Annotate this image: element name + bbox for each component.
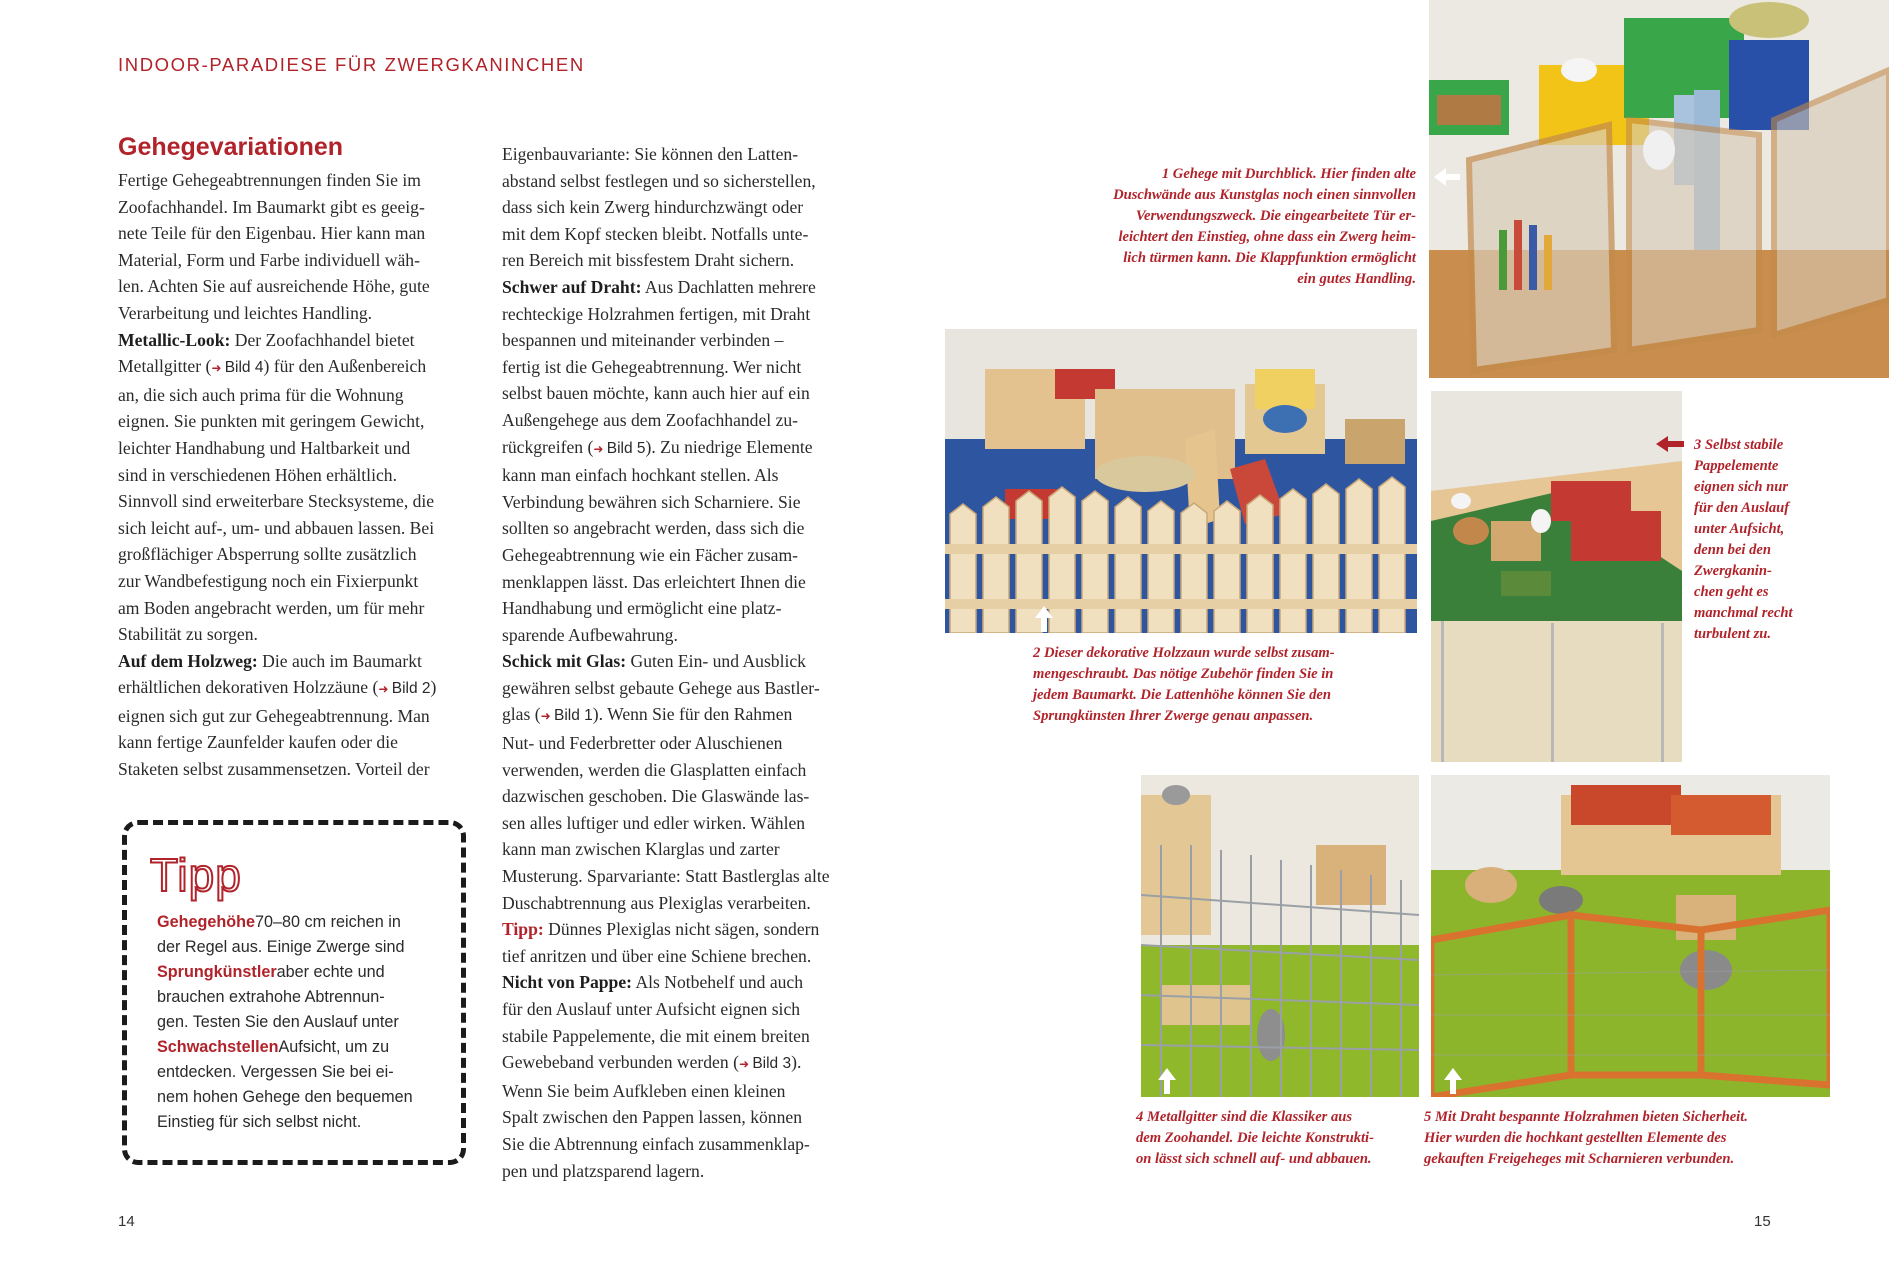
text-run: rückgreifen ( — [502, 436, 594, 457]
figure-reference — [739, 1055, 791, 1072]
text-run: Dünnes Plexiglas nicht sägen, sondern — [543, 919, 820, 940]
text-line — [502, 757, 862, 784]
arrow-right-icon: ➜ — [540, 709, 554, 724]
text-run: Handhabung und ermöglicht eine platz- — [502, 598, 782, 619]
text-line — [502, 380, 862, 407]
text-run: Musterung. Sparvariante: Statt Bastlerglas alte — [502, 866, 830, 887]
caption-line: Pappelemente — [1694, 458, 1779, 474]
tip-title: Tipp — [150, 849, 242, 901]
text-run: Guten Ein- und Ausblick — [626, 651, 806, 672]
text-run: Aus Dachlatten mehrere — [641, 276, 816, 297]
text-run: Sie die Abtrennung einfach zusammenklap- — [502, 1133, 810, 1154]
text-run: Staketen selbst zusammensetzen. Vorteil der — [118, 759, 430, 780]
caption-line: chen geht es — [1694, 584, 1769, 600]
text-run: eignen. Sie punkten mit geringem Gewicht, — [118, 411, 425, 432]
text-line — [502, 1078, 862, 1105]
caption-line: für den Auslauf — [1694, 500, 1790, 516]
text-run: sich leicht auf-, um- und abbauen lassen. Bei — [118, 517, 435, 538]
caption-4 — [1136, 1107, 1374, 1170]
photo-wire-frames — [1431, 775, 1830, 1097]
text-line — [502, 407, 862, 434]
caption-line: Hier wurden die hochkant gestellten Elemente des — [1424, 1130, 1727, 1146]
text-run: ) für den Außenbereich — [263, 356, 427, 377]
text-run: Sinnvoll sind erweiterbare Stecksysteme, die — [118, 491, 435, 512]
caption-line: denn bei den — [1694, 542, 1772, 558]
arrow-right-icon: ➜ — [211, 361, 225, 376]
text-line — [502, 569, 862, 596]
text-run: erhältlichen dekorativen Holzzäune ( — [118, 677, 379, 698]
text-run: menklappen lässt. Das erleichtert Ihnen die — [502, 571, 806, 592]
arrow-right-icon: ➜ — [738, 1057, 753, 1072]
tip-line — [157, 960, 413, 985]
caption-3 — [1694, 435, 1793, 645]
text-run: dass sich kein Zwerg hindurchzwängt oder — [502, 197, 804, 218]
text-run: sollten so angebracht werden, dass sich die — [502, 518, 805, 539]
tip-line — [157, 1085, 413, 1110]
text-line — [118, 382, 478, 409]
text-run: Einstieg für sich selbst nicht. — [157, 1113, 362, 1131]
text-run: Verarbeitung und leichtes Handling. — [118, 302, 373, 323]
caption-line: Zwergkanin- — [1694, 563, 1772, 579]
text-line — [118, 488, 478, 515]
text-line — [502, 730, 862, 757]
text-run: Nut- und Federbretter oder Aluschienen — [502, 733, 783, 754]
text-run: gewähren selbst gebaute Gehege aus Bastler- — [502, 677, 820, 698]
text-run: Material, Form und Farbe individuell wäh- — [118, 249, 420, 270]
caption-line: jedem Baumarkt. Die Lattenhöhe können Sie den — [1033, 687, 1331, 703]
text-run: Spalt zwischen den Pappen lassen, können — [502, 1107, 803, 1128]
text-line — [118, 300, 478, 327]
text-line — [502, 194, 862, 221]
text-line — [502, 221, 862, 248]
tip-line — [157, 935, 413, 960]
text-line — [502, 701, 862, 730]
text-line — [118, 353, 478, 382]
text-line — [502, 515, 862, 542]
text-line — [118, 648, 478, 675]
text-line — [502, 996, 862, 1023]
text-run: Gewebeband verbunden werden ( — [502, 1052, 739, 1073]
text-run: dazwischen geschoben. Die Glaswände las- — [502, 786, 810, 807]
text-run: reichen in — [330, 913, 401, 931]
text-line — [502, 1023, 862, 1050]
text-run: kann man zwischen Klarglas und zarter — [502, 839, 780, 860]
text-line — [502, 969, 862, 996]
caption-line: 1 Gehege mit Durchblick. Hier finden alte — [1161, 166, 1416, 182]
tip-line — [157, 1035, 413, 1060]
text-run: sen alles luftiger und edler wirken. Wählen — [502, 812, 806, 833]
text-run: Als Notbehelf und auch — [632, 972, 804, 993]
figure-reference-label: Bild 1 — [554, 707, 593, 725]
text-run: ). Wenn Sie für den Rahmen — [592, 704, 793, 725]
bold-lead: Schwer auf Draht: — [502, 276, 642, 297]
photo-metal-grid — [1141, 775, 1419, 1097]
caption-line: on lässt sich schnell auf- und abbauen. — [1136, 1151, 1372, 1167]
caption-line: eignen sich nur — [1694, 479, 1789, 495]
text-line — [502, 648, 862, 675]
text-run: leichter Handhabung und Haltbarkeit und — [118, 437, 411, 458]
caption-line: Verwendungszweck. Die eingearbeitete Tür er- — [1135, 208, 1416, 224]
text-run: bespannen und miteinander verbinden – — [502, 330, 784, 351]
text-line — [118, 273, 478, 300]
photo-cardboard-elements — [1431, 391, 1682, 762]
tip-line — [157, 1060, 413, 1085]
text-run: mit dem Kopf stecken bleibt. Notfalls unte- — [502, 223, 809, 244]
caption-line: turbulent zu. — [1694, 626, 1772, 642]
text-run: 70–80 cm — [255, 913, 331, 931]
text-run: sind in verschiedenen Höhen erhältlich. — [118, 464, 397, 485]
caption-1 — [1060, 164, 1416, 290]
text-run: der Regel aus. Einige Zwerge sind — [157, 938, 405, 956]
text-run: Gehegeabtrennung wie ein Fächer zusam- — [502, 544, 799, 565]
text-line — [118, 541, 478, 568]
text-line — [502, 434, 862, 463]
text-run: nete Teile für den Eigenbau. Hier kann man — [118, 223, 426, 244]
caption-line: leichtert den Einstieg, ohne dass ein Zwerg heim- — [1118, 229, 1416, 245]
text-line — [502, 863, 862, 890]
figure-reference — [593, 440, 645, 457]
text-line — [502, 168, 862, 195]
text-run: Aufsicht, um — [278, 1038, 373, 1056]
caption-line: gekauften Freigeheges mit Scharnieren verbunden. — [1424, 1151, 1735, 1167]
arrow-up-icon — [1444, 1068, 1462, 1094]
text-line — [502, 462, 862, 489]
text-run: für den Auslauf unter Aufsicht eignen sich — [502, 999, 801, 1019]
tip-line — [157, 910, 413, 935]
tip-line — [157, 985, 413, 1010]
text-run: eignen sich gut zur Gehegeabtrennung. Man — [118, 705, 430, 726]
text-line — [502, 1049, 862, 1078]
figure-reference — [378, 680, 430, 697]
text-line — [118, 194, 478, 221]
text-run: ) — [430, 677, 437, 698]
text-run: zur Wandbefestigung noch ein Fixierpunkt — [118, 570, 419, 591]
page-number-right: 15 — [1754, 1213, 1771, 1230]
text-line — [502, 675, 862, 702]
text-run: Außengehege aus dem Zoofachhandel zu- — [502, 409, 799, 430]
text-run: zu — [372, 1038, 390, 1056]
figure-reference-label: Bild 4 — [224, 359, 264, 377]
arrow-up-icon — [1158, 1068, 1176, 1094]
text-run: und — [357, 963, 385, 981]
text-run: abstand selbst festlegen und so sicherstellen, — [502, 170, 816, 191]
text-line — [502, 301, 862, 328]
figure-reference — [541, 707, 593, 724]
caption-line: 4 Metallgitter sind die Klassiker aus — [1136, 1109, 1353, 1125]
text-run: glas ( — [502, 704, 541, 725]
caption-line: unter Aufsicht, — [1694, 521, 1785, 537]
text-line — [502, 916, 862, 943]
text-line — [502, 890, 862, 917]
text-line — [118, 220, 478, 247]
text-run: Verbindung bewähren sich Scharniere. Sie — [502, 491, 801, 512]
arrow-left-icon — [1434, 168, 1460, 186]
text-run: pen und platzsparend lagern. — [502, 1160, 705, 1181]
text-line — [118, 462, 478, 489]
text-run: brauchen extrahohe Abtrennun- — [157, 988, 385, 1006]
caption-line: mengeschraubt. Das nötige Zubehör finden Sie in — [1033, 666, 1334, 682]
text-line — [502, 489, 862, 516]
page-number-left: 14 — [118, 1213, 135, 1230]
text-line — [118, 247, 478, 274]
text-line — [502, 327, 862, 354]
tip-line — [157, 1010, 413, 1035]
text-column-1 — [118, 167, 478, 783]
figure-reference-label: Bild 3 — [752, 1055, 792, 1073]
caption-line: manchmal recht — [1694, 605, 1793, 621]
figure-reference-label: Bild 2 — [391, 680, 431, 698]
text-line — [118, 621, 478, 648]
text-run: stabile Pappelemente, die mit einem breiten — [502, 1025, 810, 1046]
text-run: am Boden angebracht werden, um für mehr — [118, 597, 425, 618]
text-line — [118, 327, 478, 354]
arrow-up-icon — [1035, 606, 1053, 632]
text-line — [502, 247, 862, 274]
caption-line: lich türmen kann. Die Klappfunktion ermöglicht — [1123, 250, 1416, 266]
text-line — [118, 674, 478, 703]
bold-lead: Schick mit Glas: — [502, 651, 627, 672]
text-line — [502, 836, 862, 863]
text-line — [502, 1104, 862, 1131]
text-line — [502, 274, 862, 301]
text-line — [502, 1158, 862, 1185]
text-run: fertig ist die Gehegeabtrennung. Wer nicht — [502, 356, 802, 377]
text-run: Stabilität zu sorgen. — [118, 624, 258, 645]
photo-wooden-fence — [945, 329, 1417, 633]
text-run: kann man einfach hochkant stellen. Als — [502, 465, 779, 486]
text-run: großflächiger Absperrung sollte zusätzlich — [118, 544, 417, 565]
highlight: Tipp: — [502, 919, 544, 940]
highlight: Schwachstellen — [157, 1038, 279, 1056]
caption-2 — [1033, 643, 1335, 727]
photo-glass-enclosure — [1429, 0, 1889, 378]
text-line — [118, 408, 478, 435]
arrow-left-icon — [1656, 436, 1684, 452]
caption-line: Duschwände aus Kunstglas noch einen sinnvollen — [1113, 187, 1416, 203]
text-run: verwenden, werden die Glasplatten einfach — [502, 759, 807, 780]
text-line — [502, 810, 862, 837]
caption-5 — [1424, 1107, 1748, 1170]
text-run: Metallgitter ( — [118, 356, 212, 377]
arrow-right-icon: ➜ — [378, 682, 392, 697]
section-title: Gehegevariationen — [118, 133, 344, 161]
text-run: Fertige Gehegeabtrennungen finden Sie im — [118, 170, 421, 190]
bold-lead: Auf dem Holzweg: — [118, 650, 258, 671]
text-run: ren Bereich mit bissfestem Draht sichern. — [502, 250, 795, 271]
text-column-2 — [502, 141, 862, 1184]
text-line — [118, 167, 478, 194]
text-run: aber echte — [276, 963, 358, 981]
arrow-right-icon: ➜ — [593, 441, 607, 456]
text-run: sparende Aufbewahrung. — [502, 624, 678, 645]
caption-line: dem Zoohandel. Die leichte Konstrukti- — [1136, 1130, 1374, 1146]
caption-line: 2 Dieser dekorative Holzzaun wurde selbst zusam- — [1033, 645, 1335, 661]
text-run: kann fertige Zaunfelder kaufen oder die — [118, 732, 398, 753]
text-run: nem hohen Gehege den bequemen — [157, 1088, 413, 1106]
text-run: Eigenbauvariante: Sie können den Latten- — [502, 144, 799, 164]
text-run: an, die sich auch prima für die Wohnung — [118, 384, 404, 405]
text-run: tief anritzen und über eine Schiene brechen. — [502, 945, 812, 966]
text-line — [118, 729, 478, 756]
text-line — [118, 568, 478, 595]
caption-line: Sprungkünsten Ihrer Zwerge genau anpassen. — [1033, 708, 1314, 724]
text-run: Der Zoofachhandel bietet — [230, 329, 415, 350]
text-run: Zoofachhandel. Im Baumarkt gibt es geeig- — [118, 196, 425, 217]
highlight: Gehegehöhe — [157, 913, 256, 931]
figure-reference-label: Bild 5 — [606, 439, 646, 457]
text-run: gen. Testen Sie den Auslauf unter — [157, 1013, 399, 1031]
text-run: Wenn Sie beim Aufkleben einen kleinen — [502, 1080, 786, 1101]
caption-line: 3 Selbst stabile — [1694, 437, 1784, 453]
text-line — [118, 703, 478, 730]
highlight: Sprungkünstler — [157, 963, 277, 981]
caption-line: ein gutes Handling. — [1297, 271, 1416, 287]
text-run: Die auch im Baumarkt — [257, 650, 422, 671]
bold-lead: Nicht von Pappe: — [502, 972, 633, 993]
text-run: selbst bauen möchte, kann auch hier auf ein — [502, 383, 810, 404]
text-line — [118, 756, 478, 783]
text-line — [502, 1131, 862, 1158]
text-line — [118, 595, 478, 622]
text-line — [502, 542, 862, 569]
text-run: Duschabtrennung aus Plexiglas verarbeiten. — [502, 892, 811, 913]
tip-line — [157, 1110, 413, 1135]
text-line — [118, 515, 478, 542]
running-header: INDOOR-PARADIESE FÜR ZWERGKANINCHEN — [118, 54, 585, 75]
text-line — [502, 595, 862, 622]
text-run: len. Achten Sie auf ausreichende Höhe, gute — [118, 276, 430, 297]
text-run: ). — [791, 1052, 802, 1073]
text-line — [502, 354, 862, 381]
caption-line: 5 Mit Draht bespannte Holzrahmen bieten Sicherheit. — [1424, 1109, 1748, 1125]
text-run: rechteckige Holzrahmen fertigen, mit Draht — [502, 303, 811, 324]
bold-lead: Metallic-Look: — [118, 329, 231, 350]
text-line — [502, 943, 862, 970]
text-run: ). Zu niedrige Elemente — [645, 436, 813, 457]
tip-text — [157, 910, 413, 1135]
text-run: entdecken. Vergessen Sie bei ei- — [157, 1063, 394, 1081]
figure-reference — [211, 359, 263, 376]
text-line — [502, 141, 862, 168]
text-line — [118, 435, 478, 462]
text-line — [502, 783, 862, 810]
text-line — [502, 622, 862, 649]
